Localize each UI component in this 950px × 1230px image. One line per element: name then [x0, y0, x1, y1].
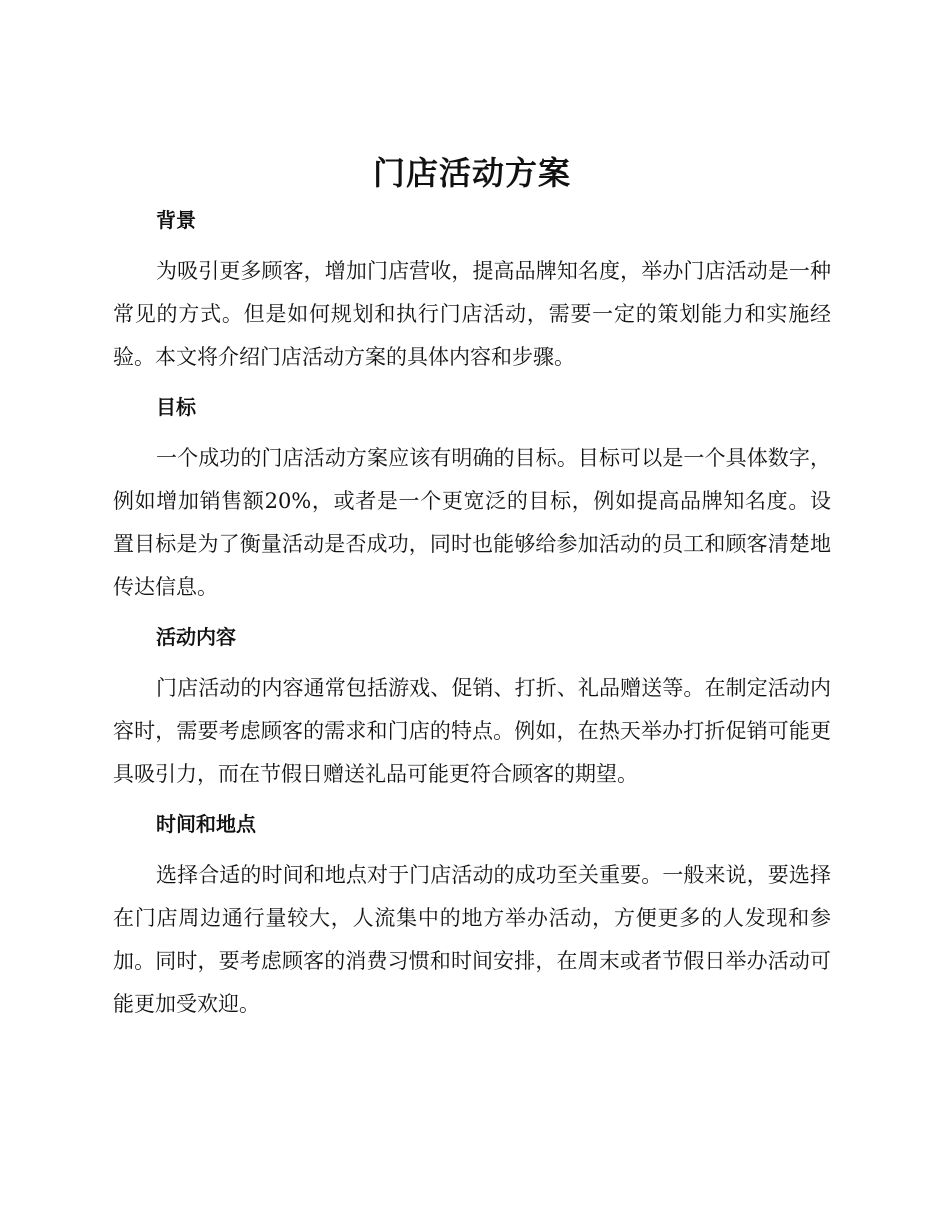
section-time-and-place — [113, 810, 831, 1026]
section-heading: 活动内容 — [156, 625, 236, 649]
section-heading: 背景 — [156, 208, 196, 232]
section-paragraph: 一个成功的门店活动方案应该有明确的目标。目标可以是一个具体数字，例如增加销售额20%，或者是一个更宽泛的目标，例如提高品牌知名度。设置目标是为了衡量活动是否成功，同时也能够给参加活动的员工和顾客清楚地传达信息。 — [113, 446, 831, 599]
section-goal — [113, 393, 831, 609]
section-paragraph: 门店活动的内容通常包括游戏、促销、打折、礼品赠送等。在制定活动内容时，需要考虑顾客的需求和门店的特点。例如，在热天举办打折促销可能更具吸引力，而在节假日赠送礼品可能更符合顾客的期望。 — [113, 676, 831, 786]
section-activity-content — [113, 623, 831, 796]
section-paragraph: 选择合适的时间和地点对于门店活动的成功至关重要。一般来说，要选择在门店周边通行量较大，人流集中的地方举办活动，方便更多的人发现和参加。同时，要考虑顾客的消费习惯和时间安排，在周末或者节假日举办活动可能更加受欢迎。 — [113, 863, 831, 1016]
section-background — [113, 206, 831, 379]
section-heading: 目标 — [156, 395, 196, 419]
section-heading: 时间和地点 — [156, 812, 256, 836]
document-title: 门店活动方案 — [372, 154, 571, 192]
document-page — [113, 148, 831, 1040]
section-paragraph: 为吸引更多顾客，增加门店营收，提高品牌知名度，举办门店活动是一种常见的方式。但是如何规划和执行门店活动，需要一定的策划能力和实施经验。本文将介绍门店活动方案的具体内容和步骤。 — [113, 259, 831, 369]
